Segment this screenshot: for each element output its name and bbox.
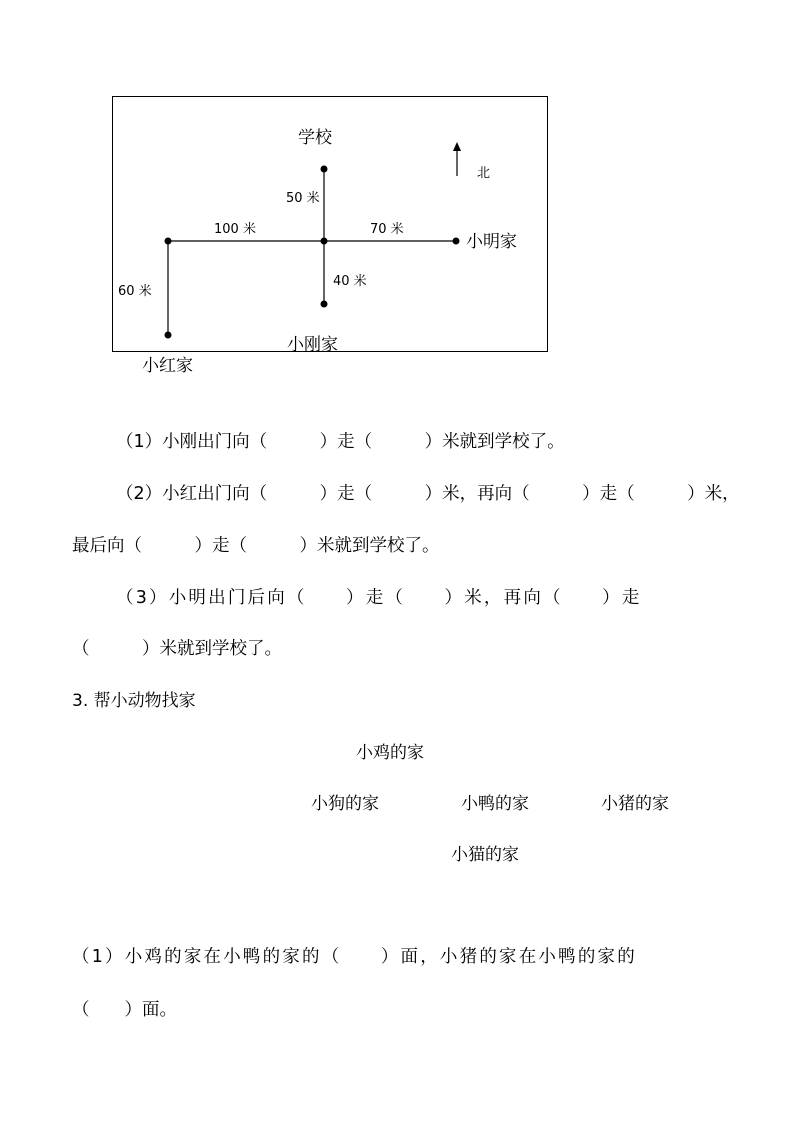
- question-2-line-2: 最后向（ ）走（ ）米就到学校了。: [72, 536, 440, 556]
- section-3-question-1-line-2: （ ）面。: [72, 1000, 177, 1020]
- distance-west-label: 100 米: [214, 222, 256, 237]
- distance-xiaohong-label: 60 米: [118, 284, 152, 299]
- xiaoming-point: [453, 238, 460, 245]
- xiaogang-point: [321, 301, 328, 308]
- xiaoming-home-label: 小明家: [466, 232, 517, 252]
- school-label: 学校: [298, 128, 332, 148]
- north-arrow-icon: [453, 142, 461, 176]
- distance-east-label: 70 米: [370, 222, 404, 237]
- distance-school-label: 50 米: [286, 191, 320, 206]
- cat-home-label: 小猫的家: [451, 845, 519, 865]
- west-turn-point: [165, 238, 172, 245]
- school-point: [321, 166, 328, 173]
- dog-home-label: 小狗的家: [311, 794, 379, 814]
- xiaogang-home-label: 小刚家: [287, 335, 338, 355]
- duck-home-label: 小鸭的家: [461, 794, 529, 814]
- question-3-line-1: （3）小明出门后向（ ）走（ ）米，再向（ ）走: [116, 588, 642, 608]
- crossroad-point: [321, 238, 328, 245]
- question-2-line-1: （2）小红出门向（ ）走（ ）米，再向（ ）走（ ）米，: [116, 484, 740, 504]
- north-label: 北: [477, 166, 491, 181]
- xiaohong-home-label: 小红家: [142, 356, 193, 376]
- section-3-question-1-line-1: （1）小鸡的家在小鸭的家的（ ）面，小猪的家在小鸭的家的: [72, 947, 637, 967]
- question-1: （1）小刚出门向（ ）走（ ）米就到学校了。: [116, 432, 565, 452]
- chicken-home-label: 小鸡的家: [356, 743, 424, 763]
- distance-south-label: 40 米: [333, 274, 367, 289]
- pig-home-label: 小猪的家: [601, 794, 669, 814]
- question-3-line-2: （ ）米就到学校了。: [72, 639, 282, 659]
- section-3-title: 3. 帮小动物找家: [72, 691, 196, 711]
- xiaohong-point: [165, 332, 172, 339]
